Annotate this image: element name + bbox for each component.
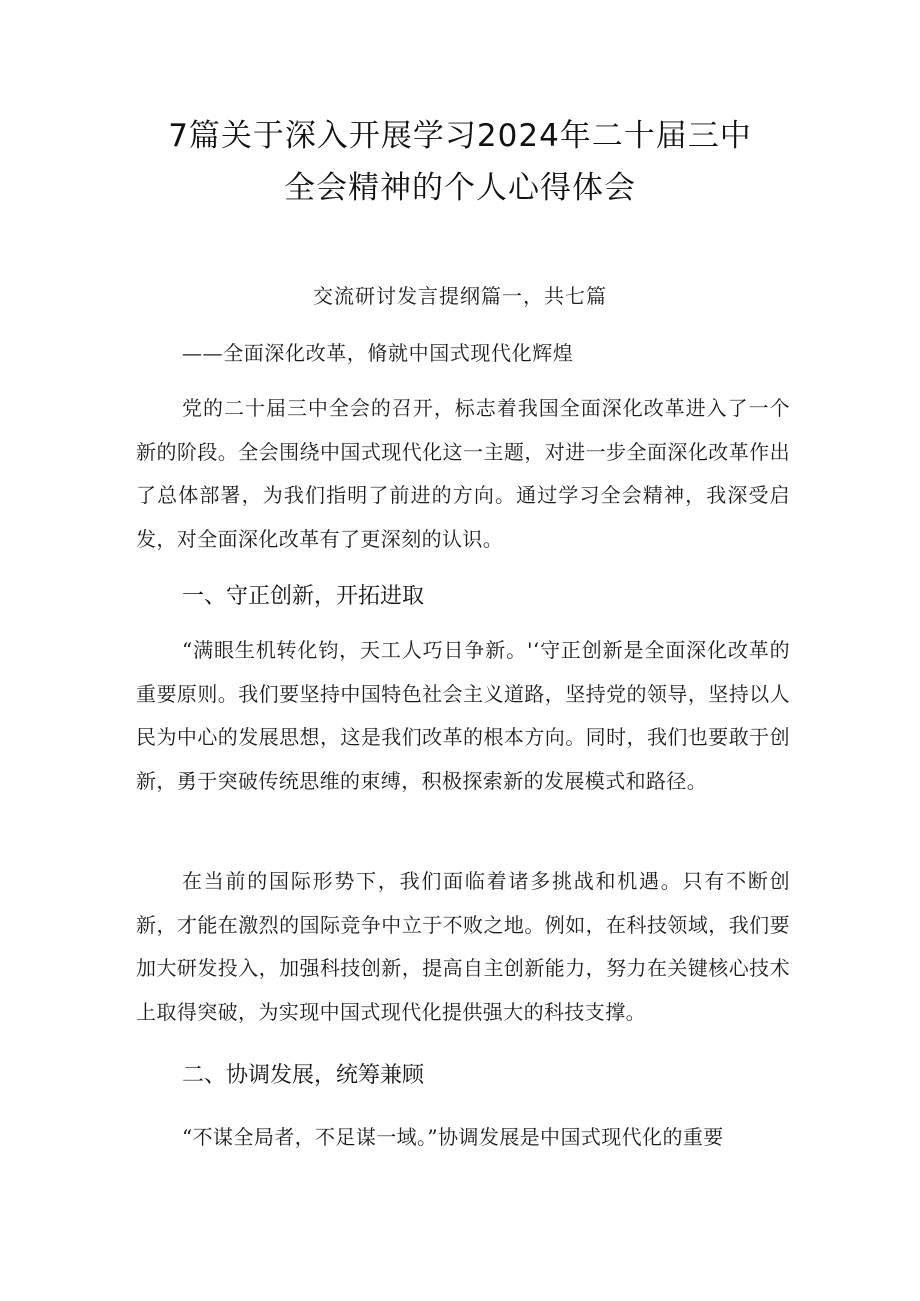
section-heading-1: 一、守正创新，开拓进取 [182, 584, 425, 609]
document-tagline: ——全面深化改革，脩就中国式现代化辉煌 [182, 341, 574, 365]
paragraph-intro: 党的二十届三中全会的召开，标志着我国全面深化改革进入了一个新的阶段。全会围绕中国式现代化这一主题，对进一步全面深化改革作出了总体部署，为我们指明了前进的方向。通过学习全会精神，我深受启发，对全面深化改革有了更深刻的认识。 [136, 396, 790, 551]
paragraph-section1-b: 在当前的国际形势下，我们面临着诸多挑战和机遇。只有不断创新，才能在激烈的国际竞争中立于不败之地。例如，在科技领域，我们要加大研发投入，加强科技创新，提高自主创新能力，努力在关键核心技术上取得突破，为实现中国式现代化提供强大的科技支撑。 [136, 869, 790, 1024]
paragraph-section1-a: “满眼生机转化钧，天工人巧日争新。'‘守正创新是全面深化改革的重要原则。我们要坚持中国特色社会主义道路，坚持党的领导，坚持以人民为中心的发展思想，这是我们改革的根本方向。同时，我们也要敢于创新，勇于突破传统思维的束缚，积极探索新的发展模式和路径。 [136, 638, 790, 793]
document-title-line-1: 7篇关于深入开展学习2024年二十届三中 [168, 118, 752, 154]
section-heading-2: 二、协调发展，统筹兼顾 [182, 1063, 425, 1088]
document-title-line-2: 全会精神的个人心得体会 [284, 170, 636, 206]
document-subtitle: 交流研讨发言提纲篇一，共七篇 [313, 284, 607, 308]
paragraph-section2-a: “不谋全局者，不足谋一域。”协调发展是中国式现代化的重要 [182, 1125, 724, 1149]
